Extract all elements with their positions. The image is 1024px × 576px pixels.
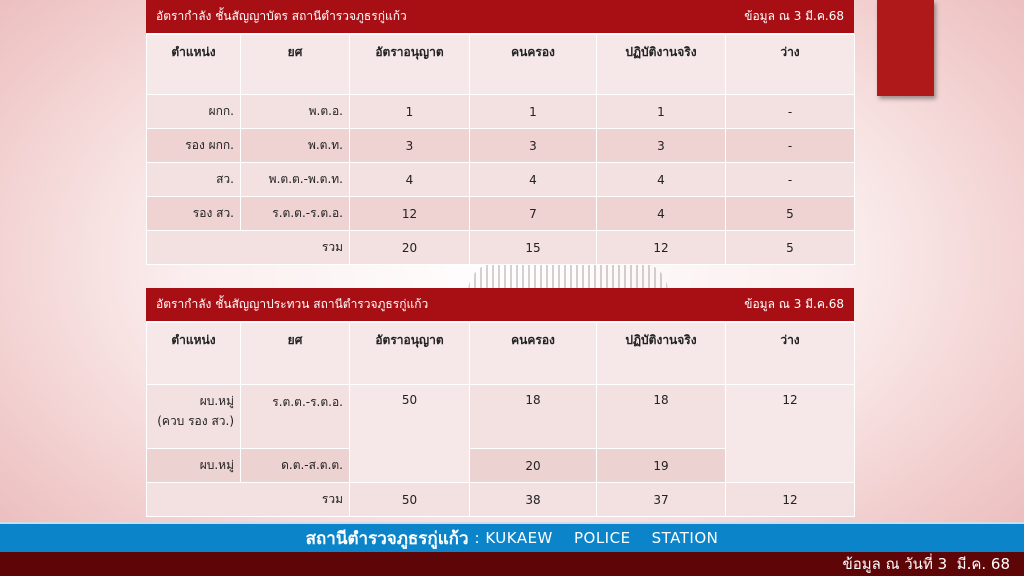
table-cell: 20 xyxy=(350,231,470,265)
table-cell: 18 xyxy=(597,385,726,449)
table-row xyxy=(147,197,855,231)
table-cell: 12 xyxy=(350,197,470,231)
total-label: รวม xyxy=(147,231,350,265)
table-cell: ร.ต.ต.-ร.ต.อ. xyxy=(241,197,350,231)
column-header: ตำแหน่ง xyxy=(147,323,241,385)
commissioned-staff-table xyxy=(146,34,855,265)
table-cell: รอง สว. xyxy=(147,197,241,231)
panel-date: ข้อมูล ณ 3 มี.ค.68 xyxy=(744,9,844,23)
table-row xyxy=(147,385,855,449)
column-header: ยศ xyxy=(241,323,350,385)
table-cell: 4 xyxy=(350,163,470,197)
table-cell: สว. xyxy=(147,163,241,197)
station-name-english: : KUKAEW POLICE STATION xyxy=(474,529,719,547)
table-cell: 4 xyxy=(597,197,726,231)
table-cell: 1 xyxy=(597,95,726,129)
table-cell: 37 xyxy=(597,483,726,517)
table-cell: 7 xyxy=(470,197,597,231)
table-cell: ผกก. xyxy=(147,95,241,129)
column-header: คนครอง xyxy=(470,323,597,385)
column-header: อัตราอนุญาต xyxy=(350,323,470,385)
table-cell: 50 xyxy=(350,385,470,483)
non-commissioned-staff-panel xyxy=(146,288,854,517)
table-cell: 12 xyxy=(726,385,855,483)
table-cell: พ.ต.อ. xyxy=(241,95,350,129)
position-line: ผบ.หมู่ xyxy=(199,394,234,408)
column-header: ว่าง xyxy=(726,35,855,95)
table-cell: 5 xyxy=(726,231,855,265)
column-header: คนครอง xyxy=(470,35,597,95)
panel-title: อัตรากำลัง ชั้นสัญญาประทวน สถานีตำรวจภูธรกู่แก้ว xyxy=(156,297,429,311)
table-cell: - xyxy=(726,129,855,163)
commissioned-staff-panel xyxy=(146,0,854,265)
table-cell: 3 xyxy=(350,129,470,163)
table-cell: 20 xyxy=(470,449,597,483)
column-header: ปฏิบัติงานจริง xyxy=(597,35,726,95)
table-cell: ผบ.หมู่ xyxy=(147,449,241,483)
table-cell: 50 xyxy=(350,483,470,517)
table-cell: 1 xyxy=(350,95,470,129)
panel-date: ข้อมูล ณ 3 มี.ค.68 xyxy=(744,297,844,311)
column-header: ปฏิบัติงานจริง xyxy=(597,323,726,385)
station-name-thai: สถานีตำรวจภูธรกู่แก้ว xyxy=(305,528,469,549)
table-header-row xyxy=(147,323,855,385)
table-cell: รอง ผกก. xyxy=(147,129,241,163)
table-cell: 15 xyxy=(470,231,597,265)
panel-title: อัตรากำลัง ชั้นสัญญาบัตร สถานีตำรวจภูธรกู่แก้ว xyxy=(156,9,407,23)
column-header: ว่าง xyxy=(726,323,855,385)
table-row xyxy=(147,95,855,129)
table-cell: พ.ต.ต.-พ.ต.ท. xyxy=(241,163,350,197)
table-cell: 3 xyxy=(597,129,726,163)
table-cell: พ.ต.ท. xyxy=(241,129,350,163)
panel-header xyxy=(146,0,854,34)
table-cell: 5 xyxy=(726,197,855,231)
table-cell: ร.ต.ต.-ร.ต.อ. xyxy=(241,385,350,449)
total-row xyxy=(147,231,855,265)
total-row xyxy=(147,483,855,517)
column-header: ตำแหน่ง xyxy=(147,35,241,95)
table-cell: - xyxy=(726,163,855,197)
non-commissioned-staff-table xyxy=(146,322,855,517)
column-header: อัตราอนุญาต xyxy=(350,35,470,95)
table-cell: 1 xyxy=(470,95,597,129)
footer-bar xyxy=(0,552,1024,576)
table-cell: 12 xyxy=(597,231,726,265)
table-cell: 38 xyxy=(470,483,597,517)
table-cell: 12 xyxy=(726,483,855,517)
table-cell: ด.ต.-ส.ต.ต. xyxy=(241,449,350,483)
table-cell xyxy=(147,385,241,449)
table-cell: - xyxy=(726,95,855,129)
position-line: (ควบ รอง สว.) xyxy=(157,414,234,428)
table-cell: 18 xyxy=(470,385,597,449)
table-header-row xyxy=(147,35,855,95)
total-label: รวม xyxy=(147,483,350,517)
table-cell: 4 xyxy=(597,163,726,197)
station-banner xyxy=(0,522,1024,552)
table-row xyxy=(147,163,855,197)
table-row xyxy=(147,129,855,163)
column-header: ยศ xyxy=(241,35,350,95)
panel-header xyxy=(146,288,854,322)
decorative-red-box xyxy=(877,0,934,96)
table-cell: 4 xyxy=(470,163,597,197)
footer-date: ข้อมูล ณ วันที่ 3 มี.ค. 68 xyxy=(842,555,1010,573)
table-cell: 3 xyxy=(470,129,597,163)
table-cell: 19 xyxy=(597,449,726,483)
